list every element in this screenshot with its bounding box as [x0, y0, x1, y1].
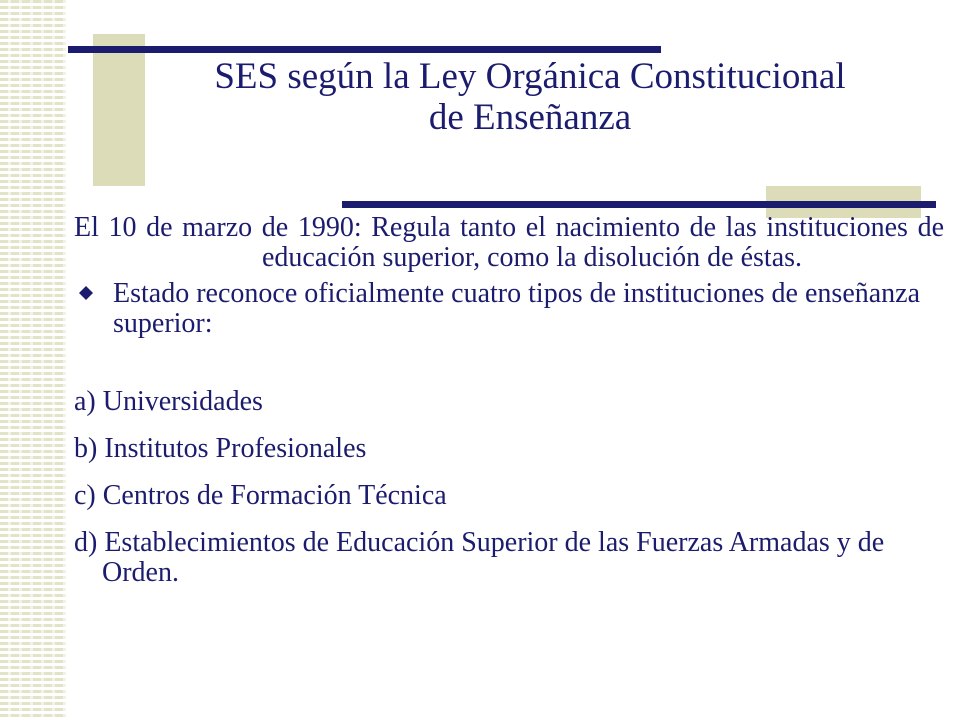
bullet-text: Estado reconoce oficialmente cuatro tipos de instituciones de enseñanza superior:: [113, 278, 921, 339]
list-item-b: b) Institutos Profesionales: [74, 433, 367, 464]
title-bottom-rule: [342, 201, 936, 208]
decorative-block-left: [93, 34, 145, 186]
slide-body: [74, 210, 944, 605]
slide-title: [150, 56, 910, 138]
list-item-a: a) Universidades: [74, 386, 263, 417]
list-item-c: c) Centros de Formación Técnica: [74, 480, 447, 511]
list-item-d: d) Establecimientos de Educación Superior de las Fuerzas Armadas y de Orden.: [74, 527, 885, 588]
left-stripe-pattern: [0, 0, 66, 720]
slide-title-line-1: SES según la Ley Orgánica Constitucional: [214, 56, 846, 97]
diamond-bullet-icon: [79, 286, 93, 300]
spacer: [74, 339, 944, 387]
intro-paragraph: El 10 de marzo de 1990: Regula tanto el nacimiento de las instituciones de educación superior, como la disolución de éstas.: [74, 212, 944, 273]
slide-title-line-2: de Enseñanza: [428, 97, 632, 138]
bullet-point: [74, 279, 944, 339]
title-top-rule: [68, 46, 661, 53]
